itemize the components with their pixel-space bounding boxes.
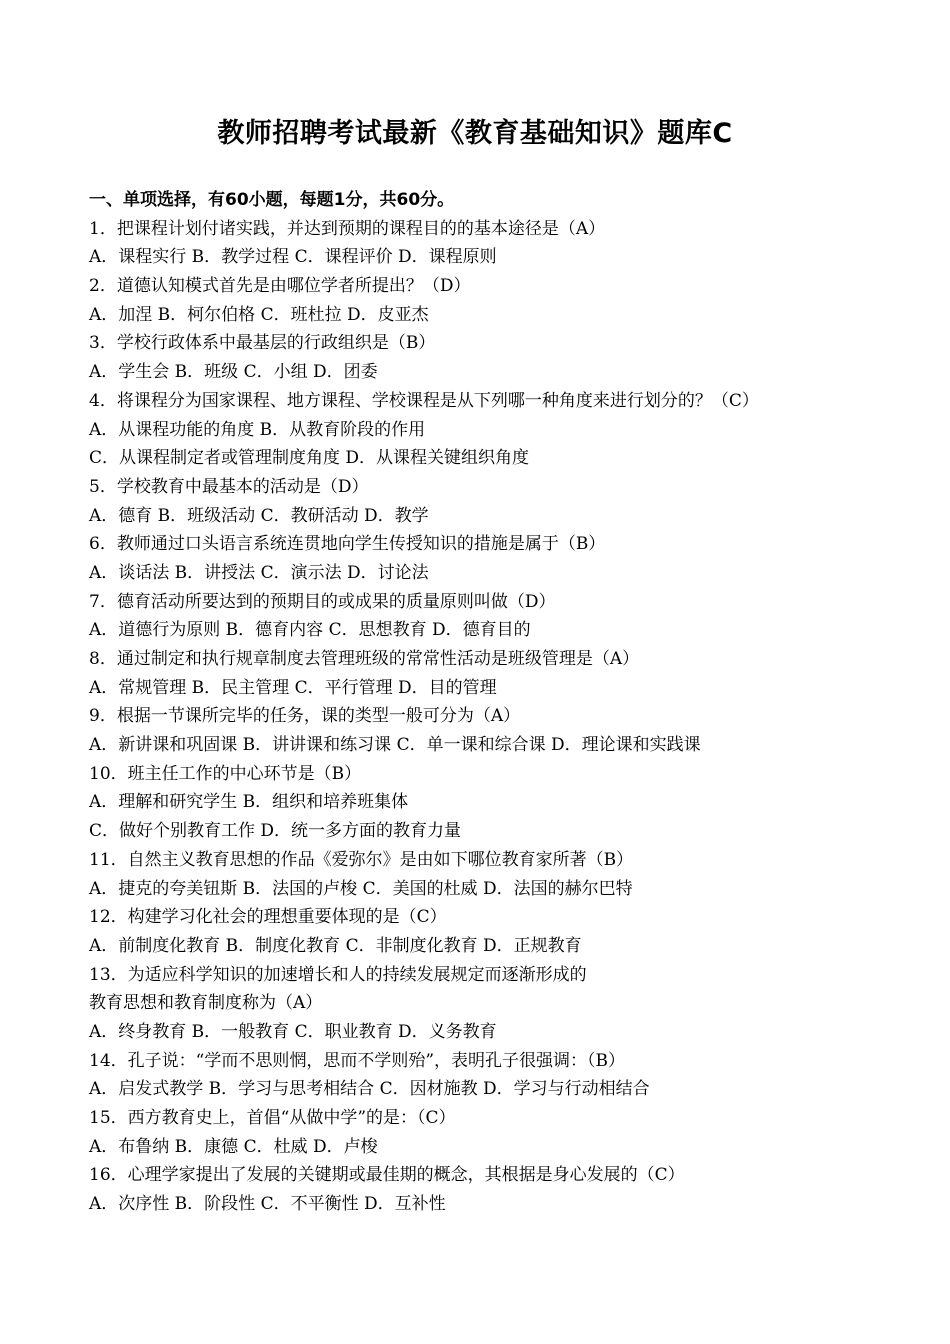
question-line: 8．通过制定和执行规章制度去管理班级的常常性活动是班级管理是（A）	[89, 649, 640, 669]
document-title: 教师招聘考试最新《教育基础知识》题库C	[217, 118, 733, 149]
section-heading: 一、单项选择，有60小题，每题1分，共60分。	[89, 190, 455, 210]
options-line: A．理解和研究学生 B．组织和培养班集体	[89, 792, 409, 813]
question-line: 10．班主任工作的中心环节是（B）	[89, 763, 362, 784]
options-line: A．新讲课和巩固课 B．讲讲课和练习课 C．单一课和综合课 D．理论课和实践课	[89, 735, 701, 756]
question-line: 9．根据一节课所完毕的任务，课的类型一般可分为（A）	[89, 706, 521, 727]
question-line: 7．德育活动所要达到的预期目的或成果的质量原则叫做（D）	[89, 591, 556, 612]
options-line: A．前制度化教育 B．制度化教育 C．非制度化教育 D．正规教育	[89, 935, 582, 956]
question-line: 16．心理学家提出了发展的关键期或最佳期的概念，其根据是身心发展的（C）	[89, 1165, 685, 1186]
options-line: A．道德行为原则 B．德育内容 C．思想教育 D．德育目的	[89, 620, 531, 641]
question-line: 15．西方教育史上，首倡“从做中学”的是：（C）	[89, 1108, 456, 1128]
question-line: 13．为适应科学知识的加速增长和人的持续发展规定而逐渐形成的	[89, 964, 587, 985]
question-line: 5．学校教育中最基本的活动是（D）	[89, 476, 369, 497]
question-line: 3．学校行政体系中最基层的行政组织是（B）	[89, 333, 436, 354]
question-line: 6．教师通过口头语言系统连贯地向学生传授知识的措施是属于（B）	[89, 534, 606, 555]
question-line: 11．自然主义教育思想的作品《爱弥尔》是由如下哪位教育家所著（B）	[89, 849, 634, 870]
options-line: A．谈话法 B．讲授法 C．演示法 D．讨论法	[89, 562, 429, 583]
question-line: 4．将课程分为国家课程、地方课程、学校课程是从下列哪一种角度来进行划分的？（C）	[89, 390, 759, 411]
options-line: A．启发式教学 B．学习与思考相结合 C．因材施教 D．学习与行动相结合	[89, 1079, 650, 1100]
options-line: A．布鲁纳 B．康德 C．杜威 D．卢梭	[89, 1136, 378, 1157]
options-line: A．学生会 B．班级 C．小组 D．团委	[89, 362, 378, 383]
question-list	[89, 186, 889, 1219]
options-line: A．德育 B．班级活动 C．教研活动 D．教学	[89, 505, 429, 526]
options-line: A．常规管理 B．民主管理 C．平行管理 D．目的管理	[89, 677, 497, 698]
question-line: 1．把课程计划付诸实践，并达到预期的课程目的的基本途径是（A）	[89, 218, 606, 239]
options-line: A．从课程功能的角度 B．从教育阶段的作用	[89, 419, 426, 440]
options-line: C．做好个别教育工作 D．统一多方面的教育力量	[89, 821, 462, 842]
question-line: 教育思想和教育制度称为（A）	[89, 993, 323, 1014]
options-line: A．课程实行 B．教学过程 C．课程评价 D．课程原则	[89, 247, 497, 268]
question-line: 2．道德认知模式首先是由哪位学者所提出？（D）	[89, 276, 471, 297]
question-line: 12．构建学习化社会的理想重要体现的是（C）	[89, 907, 447, 928]
options-line: C．从课程制定者或管理制度角度 D．从课程关键组织角度	[89, 448, 530, 469]
options-line: A．加涅 B．柯尔伯格 C．班杜拉 D．皮亚杰	[89, 304, 429, 325]
options-line: A．终身教育 B．一般教育 C．职业教育 D．义务教育	[89, 1021, 497, 1042]
question-line: 14．孔子说：“学而不思则惘，思而不学则殆”，表明孔子很强调：（B）	[89, 1050, 626, 1071]
options-line: A．次序性 B．阶段性 C．不平衡性 D．互补性	[89, 1194, 446, 1215]
options-line: A．捷克的夸美钮斯 B．法国的卢梭 C．美国的杜威 D．法国的赫尔巴特	[89, 878, 633, 899]
